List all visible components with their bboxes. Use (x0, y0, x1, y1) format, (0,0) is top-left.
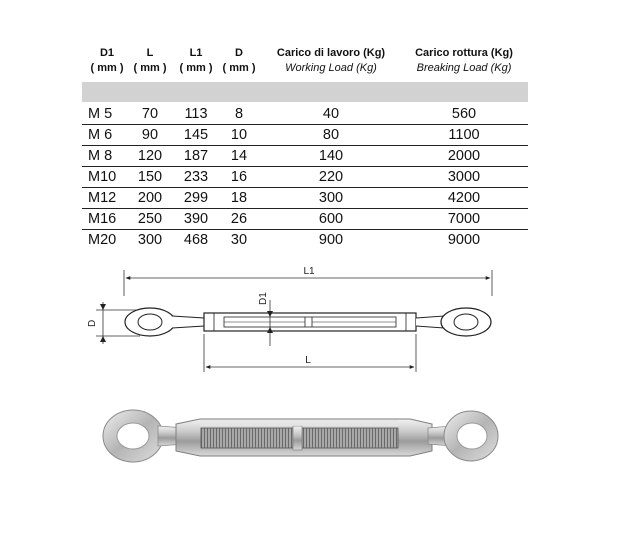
table-cell: M 6 (88, 127, 113, 143)
table-cell: 4200 (447, 190, 481, 206)
table-cell: M 5 (88, 106, 113, 122)
header-l1: L1 ( mm ) (179, 47, 213, 74)
table-cell: 299 (183, 190, 209, 206)
table-cell: 200 (137, 190, 163, 206)
label-l1: L1 (303, 266, 315, 277)
table-cell: M20 (88, 232, 117, 248)
table-cell: 7000 (447, 211, 481, 227)
table-cell: 40 (322, 106, 340, 122)
table-cell: 90 (141, 127, 159, 143)
table-cell: 600 (318, 211, 344, 227)
table-cell: 150 (137, 169, 163, 185)
table-cell: M 8 (88, 148, 113, 164)
table-cell: 70 (141, 106, 159, 122)
table-cell: 145 (183, 127, 209, 143)
table-cell: 233 (183, 169, 209, 185)
table-cell: 2000 (447, 148, 481, 164)
header-l: L ( mm ) (133, 47, 167, 74)
table-cell: 113 (184, 106, 208, 122)
table-cell: 300 (137, 232, 163, 248)
header-d: D ( mm ) (222, 47, 256, 74)
table-cell: 187 (183, 148, 209, 164)
table-cell: 80 (322, 127, 340, 143)
table-cell: 140 (318, 148, 344, 164)
table-cell: 9000 (447, 232, 481, 248)
label-d1: D1 (258, 292, 269, 305)
table-cell: 390 (183, 211, 209, 227)
header-d1: D1 ( mm ) (90, 47, 124, 74)
table-cell: 18 (230, 190, 248, 206)
photo-left-eye (103, 410, 186, 462)
table-cell: 300 (318, 190, 344, 206)
table-cell: 8 (234, 106, 244, 122)
table-cell: 220 (318, 169, 344, 185)
table-cell: M16 (88, 211, 117, 227)
photo-body (176, 419, 432, 456)
table-cell: 120 (137, 148, 163, 164)
table-cell: 468 (183, 232, 209, 248)
table-cell: 30 (230, 232, 248, 248)
header-breaking-load: Carico rottura (Kg) Breaking Load (Kg) (415, 47, 513, 74)
table-cell: M12 (88, 190, 117, 206)
table-cell: 900 (318, 232, 344, 248)
table-cell: 250 (137, 211, 163, 227)
photo-right-eye (428, 411, 498, 461)
table-cell: M10 (88, 169, 117, 185)
table-cell: 16 (230, 169, 248, 185)
table-cell: 26 (230, 211, 248, 227)
table-cell: 560 (451, 106, 477, 122)
table-cell: 1100 (448, 127, 480, 143)
table-cell: 3000 (447, 169, 481, 185)
header-working-load: Carico di lavoro (Kg) Working Load (Kg) (276, 47, 386, 74)
table-cell: 10 (230, 127, 248, 143)
label-d: D (87, 319, 98, 327)
label-l: L (305, 355, 311, 366)
table-cell: 14 (230, 148, 248, 164)
